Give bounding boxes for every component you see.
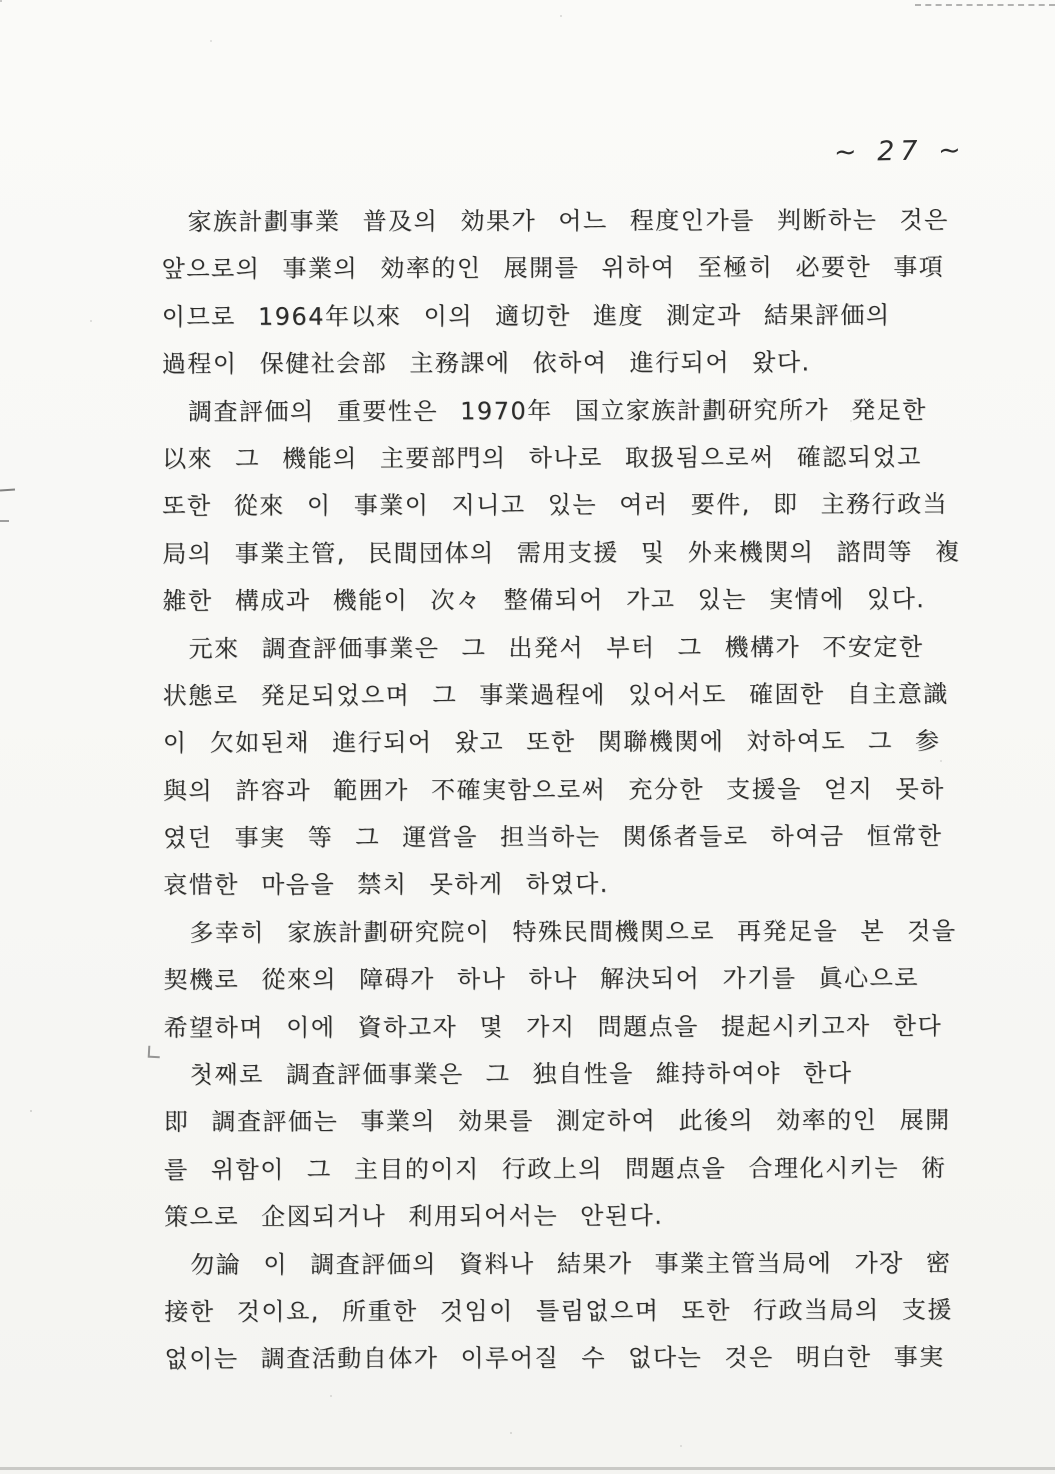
scan-noise-speckles <box>0 0 2 2</box>
text-line: 與의 許容과 範囲가 不確実함으로써 充分한 支援을 얻지 못하 <box>162 774 945 805</box>
scan-artifact-margin-mark <box>148 1046 161 1059</box>
text-line: 過程이 保健社会部 主務課에 依하여 進行되어 왔다. <box>161 348 811 379</box>
text-line: 家族計劃事業 普及의 効果가 어느 程度인가를 判断하는 것은 <box>187 205 949 236</box>
text-line: 策으로 企図되거나 利用되어서는 안된다. <box>164 1201 664 1232</box>
text-line: 이므로 1964年以來 이의 適切한 進度 測定과 結果評価의 <box>161 300 891 331</box>
text-line: 또한 從來 이 事業이 지니고 있는 여러 要件, 即 主務行政当 <box>162 490 949 521</box>
scan-artifact-margin-dash <box>0 520 9 522</box>
document-body <box>161 197 972 1384</box>
scan-artifact-margin-dash <box>0 488 15 491</box>
text-line: 없이는 調査活動自体가 이루어질 수 없다는 것은 明白한 事実 <box>164 1343 945 1374</box>
text-line: 局의 事業主管, 民間団体의 需用支援 및 外来機関의 諮問等 複 <box>162 537 961 568</box>
text-line: 앞으로의 事業의 効率的인 展開를 위하여 至極히 必要한 事項 <box>161 253 945 284</box>
text-line: 調査評価의 重要性은 1970年 国立家族計劃研究所가 発足한 <box>187 395 927 426</box>
text-line: 哀惜한 마음을 禁치 못하게 하였다. <box>163 870 609 900</box>
text-line: 契機로 從來의 障碍가 하나 하나 解決되어 가기를 眞心으로 <box>163 964 920 995</box>
scan-artifact-bottom-edge <box>0 1467 1055 1470</box>
text-line: 였던 事実 等 그 運営을 担当하는 関係者들로 하여금 恒常한 <box>163 822 943 853</box>
text-line: 多幸히 家族計劃研究院이 特殊民間機関으로 再発足을 본 것을 <box>189 916 957 947</box>
text-line: 첫째로 調査評価事業은 그 独自性을 維持하여야 한다 <box>189 1059 853 1090</box>
text-line: 以來 그 機能의 主要部門의 하나로 取扱됨으로써 確認되었고 <box>162 443 922 474</box>
text-line: 希望하며 이에 資하고자 몇 가지 問題点을 提起시키고자 한다 <box>163 1011 943 1042</box>
text-line: 勿論 이 調査評価의 資料나 結果가 事業主管当局에 가장 密 <box>190 1248 952 1279</box>
text-line: 를 위함이 그 主目的이지 行政上의 問題点을 合理化시키는 術 <box>163 1153 947 1184</box>
text-line: 接한 것이요, 所重한 것임이 틀림없으며 또한 行政当局의 支援 <box>164 1295 953 1327</box>
text-line: 状態로 発足되었으며 그 事業過程에 있어서도 確固한 自主意識 <box>162 679 949 710</box>
page-number: ~ 27 ~ <box>833 134 968 169</box>
text-line: 雑한 構成과 機能이 次々 整備되어 가고 있는 実情에 있다. <box>162 585 926 616</box>
text-line: 元來 調査評価事業은 그 出発서 부터 그 機構가 不安定한 <box>188 632 924 663</box>
scan-artifact-top-dotted-line <box>915 4 1055 6</box>
text-line: 即 調査評価는 事業의 効果를 測定하여 此後의 効率的인 展開 <box>163 1106 951 1137</box>
text-line: 이 欠如된채 進行되어 왔고 또한 関聯機関에 対하여도 그 参 <box>162 727 941 758</box>
